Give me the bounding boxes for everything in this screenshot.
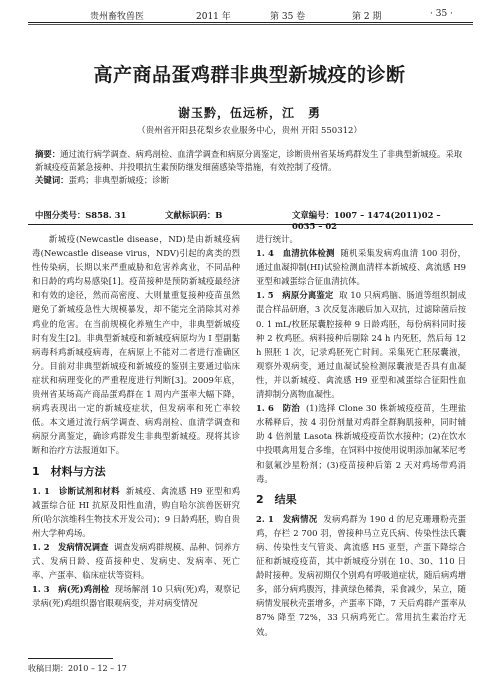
classification-line xyxy=(35,209,465,231)
subsection-label: 1. 5 病原分离鉴定 xyxy=(256,290,334,301)
journal-volume: 第 35 卷 xyxy=(270,12,306,22)
subsection-label: 1. 6 防治 xyxy=(256,403,301,414)
header-rule-thin xyxy=(28,24,473,25)
subsection-label: 1. 3 病(死)鸡剖检 xyxy=(32,584,110,595)
section-heading-results: 2 结果 xyxy=(256,492,297,506)
clc-number: 中图分类号：S858. 31 xyxy=(35,210,127,220)
keywords-line xyxy=(35,174,465,187)
section-heading-methods: 1 材料与方法 xyxy=(32,464,106,478)
intro-paragraph: 新城疫(Newcastle disease，ND)是由新城疫病毒(Newcastle disease virus，NDV)引起的禽类的烈性传染病，长期以来严重威胁和危害养禽业，不同品种和日龄的鸡均易感染[1]。疫苗接种是预防新城疫最经济和有效的途径，然而高密度、大则量重复接种疫苗虽然避免了新城疫急性大规模暴发，却不能完全消除其对养鸡业的危害。在当前规模化养殖生产中，非典型新城疫时有发生[2]。非典型新城疫和新城疫病原均为 Ⅰ 型副黏病毒科鸡新城疫病毒，在病原上不能对二者进行准确区分。目前对非典型新城疫和新城疫的鉴别主要通过临床症状和病理变化的严重程度进行判断[3]。2009年底，贵州省某场高产商品蛋鸡群在 1 周内产蛋率大幅下降，病鸡表现出一定的新城疫症状，但发病率和死亡率较低。本文通过流行病学调查、病鸡剖检、血清学调查和病原分离鉴定，确诊鸡群发生非典型新城疫。现将其诊断和治疗方法报道如下。 xyxy=(32,234,240,456)
subsection-text: 随机采集发病鸡血清 100 羽份，通过血凝抑制(HI)试验检测血清样本新城疫、禽流感 H9 亚型和减蛋综合征血清抗体。 xyxy=(256,248,466,287)
subsection-necropsy xyxy=(32,582,240,610)
subsection-survey xyxy=(32,540,240,582)
keywords-text: 蛋鸡；非典型新城疫；诊断 xyxy=(68,175,169,185)
abstract-label: 摘要： xyxy=(35,149,61,159)
article-title: 高产商品蛋鸡群非典型新城疫的诊断 xyxy=(93,64,406,86)
subsection-reagents xyxy=(32,484,240,540)
keywords-label: 关键词： xyxy=(35,175,69,185)
subsection-text: 发病鸡群为 190 d 的尼克珊珊粉壳蛋鸡，存栏 2 700 羽，曾接种马立克氏病、传染性法氏囊病、传染性支气管炎、禽流感 H5 亚型，产蛋下降综合征和新城疫疫苗，其中新城疫分别在 10、30、110 日龄时接种。发病初期仅个别鸡有呼吸道症状，随后病鸡增多，部分病鸡腹泻，排黄绿色稀粪，采食减少，呆立，随病情发展秋壳蛋增多，产蛋率下降，7 天后鸡群产蛋率从 87% 降至 72%，33 只病鸡死亡。常用抗生素治疗无效。 xyxy=(256,513,466,637)
journal-issue: 第 2 期 xyxy=(352,12,382,22)
subsection-antibody xyxy=(256,246,466,288)
subsection-label: 1. 2 发病情况调查 xyxy=(32,541,109,552)
subsection-label: 1. 4 血清抗体检测 xyxy=(256,248,335,259)
subsection-label: 1. 1 诊断试剂和材料 xyxy=(32,485,120,496)
received-date: 收稿日期：2010 – 12 – 17 xyxy=(28,664,127,673)
page-number: · 35 · xyxy=(430,9,453,19)
subsection-text: (1)选择 Clone 30 株新城疫疫苗，生理盐水稀释后，按 4 羽份剂量对鸡群全群胸肌接种，同时辅助 4 倍剂量 Lasota 株新城疫疫苗饮水接种；(2)在饮水中投喂禽用复合多维，在饲料中按使用说明添加氟苯尼考和氨氟沙星粉剂；(3)疫苗接种后第 2 天对鸡场带鸡消毒。 xyxy=(256,403,466,484)
journal-name: 贵州畜牧兽医 xyxy=(90,12,145,22)
abstract-text: 通过流行病学调查、病鸡剖检、血清学调查和病原分离鉴定，诊断贵州省某场鸡群发生了非典型新城疫。采取新城疫疫苗紧急接种、并投喂抗生素预防继发细菌感染等措施，有效控制了疫情。 xyxy=(35,149,463,172)
right-column xyxy=(256,232,466,639)
subsection-text: 新城疫、禽流感 H9 亚型和鸡减蛋综合征 HI 抗原及阳性血清，购自哈尔滨兽医研究所(哈尔滨维科生物技术开发公司)；9 日龄鸡胚，购自贵州大学种鸡场。 xyxy=(32,485,240,538)
journal-year: 2011 年 xyxy=(196,12,231,22)
article-number: 文章编号：1007 – 1474(2011)02 – 0035 – 02 xyxy=(292,210,441,231)
subsection-text: 现场解剖 10 只病(死)鸡，观察记录病(死)鸡组织器官眼观病变，并对病变情况 xyxy=(32,584,240,609)
abstract-separator xyxy=(28,224,473,225)
continued-text: 进行统计。 xyxy=(256,234,298,244)
article-authors: 谢玉黔，伍远桥，江 勇 xyxy=(177,106,321,120)
subsection-text: 取 10 只病鸡脑、肠道等组织制成混合样品研磨，3 次反复冻融后加入双抗，过滤除菌后按 0. 1 mL/枚胚尿囊腔接种 9 日龄鸡胚，每份病料同时接种 2 枚鸡胚。病料接种后剔除 24 h 内死胚，然后每 12 h 照胚 1 次，记录鸡胚死亡时间。采集死亡胚尿囊液，观察外观病变，通过血凝试验检测尿囊液是否具有血凝性，并以新城疫、禽流感 H9 亚型和减蛋综合征阳性血清抑制分离物血凝性。 xyxy=(256,290,466,400)
abstract-block xyxy=(35,148,465,187)
left-column xyxy=(32,232,240,610)
article-affiliation: （贵州省开阳县花梨乡农业服务中心，贵州 开阳 550312） xyxy=(137,126,362,136)
subsection-text: 调查发病鸡群规模、品种、饲养方式、发病日龄、疫苗接种史、发病史、发病率、死亡率、产蛋率、临床症状等资料。 xyxy=(32,541,240,581)
subsection-prevention xyxy=(256,401,466,486)
subsection-label: 2. 1 发病情况 xyxy=(256,513,318,524)
footnote-rule xyxy=(28,658,113,659)
document-code: 文献标识码：B xyxy=(165,210,223,220)
subsection-outbreak xyxy=(256,512,466,639)
header-rule xyxy=(28,22,473,23)
abstract-paragraph xyxy=(35,148,465,174)
subsection-isolation xyxy=(256,288,466,401)
